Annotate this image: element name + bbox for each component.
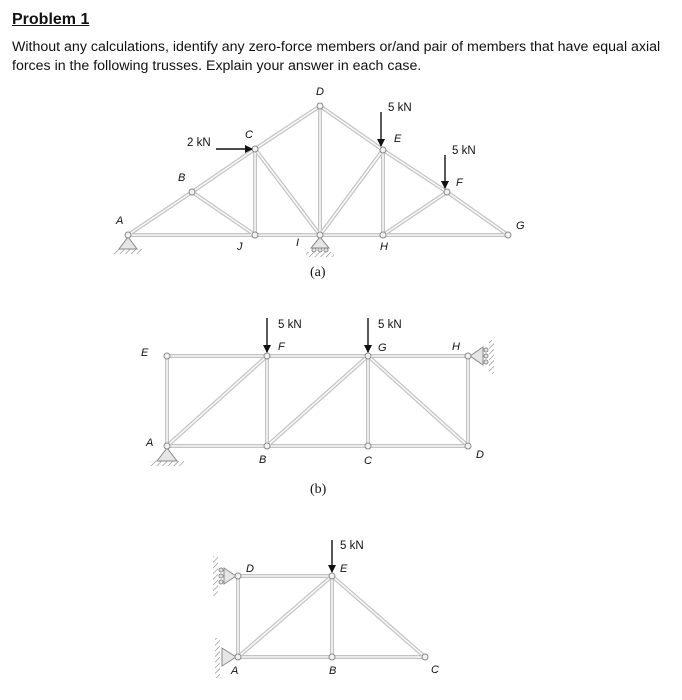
truss-c-node-b-label: B (329, 665, 337, 677)
truss-b-node-e-label: E (141, 347, 149, 359)
truss-a-load-c-label: 2 kN (187, 137, 211, 149)
truss-a-node-f-label: F (456, 177, 463, 189)
truss-a-pin-support-a (114, 237, 142, 254)
problem-instructions: Without any calculations, identify any zero-force members or/and pair of members that have equal axial forces in the following trusses. Explain your answer in each case. (12, 39, 661, 74)
truss-b-load-f-label: 5 kN (278, 319, 302, 331)
truss-c-roller-support-d (213, 556, 236, 596)
truss-a-node-e-label: E (394, 133, 402, 145)
truss-b-node-f-label: F (278, 341, 285, 353)
truss-b-roller-support-h (470, 340, 494, 374)
truss-a-roller-support-i (306, 237, 334, 257)
truss-b-node-g-label: G (378, 342, 387, 354)
truss-a-node-j-label: J (237, 241, 243, 253)
truss-a-members (128, 106, 508, 235)
truss-b-node-a-label: A (146, 437, 154, 449)
truss-c-node-d-label: D (246, 563, 254, 575)
truss-a (114, 86, 525, 280)
truss-b-node-c-label: C (364, 455, 372, 467)
truss-b-node-b-label: B (259, 454, 267, 466)
truss-a-load-f-label: 5 kN (452, 145, 476, 157)
truss-c-load-e-label: 5 kN (340, 540, 364, 552)
truss-a-load-e-label: 5 kN (388, 102, 412, 114)
truss-b-pin-support-a (150, 448, 184, 466)
truss-c-node-a-label: A (231, 665, 239, 677)
truss-c-node-e-label: E (340, 563, 348, 575)
truss-c (213, 540, 439, 678)
truss-a-caption: (a) (310, 265, 326, 280)
truss-b-node-h-label: H (452, 341, 460, 353)
truss-c-node-c-label: C (431, 664, 439, 676)
truss-b-node-d-label: D (476, 449, 484, 461)
truss-a-node-g-label: G (516, 220, 525, 232)
truss-b-caption: (b) (310, 482, 327, 497)
truss-a-node-h-label: H (380, 241, 388, 253)
truss-a-node-c-label: C (245, 129, 253, 141)
truss-a-node-d-label: D (316, 86, 324, 98)
truss-a-node-b-label: B (178, 172, 186, 184)
truss-b (141, 318, 494, 497)
truss-b-load-g-label: 5 kN (378, 319, 402, 331)
problem-title: Problem 1 (12, 11, 90, 28)
truss-a-node-a-label: A (116, 215, 124, 227)
truss-a-node-i-label: I (296, 237, 300, 249)
